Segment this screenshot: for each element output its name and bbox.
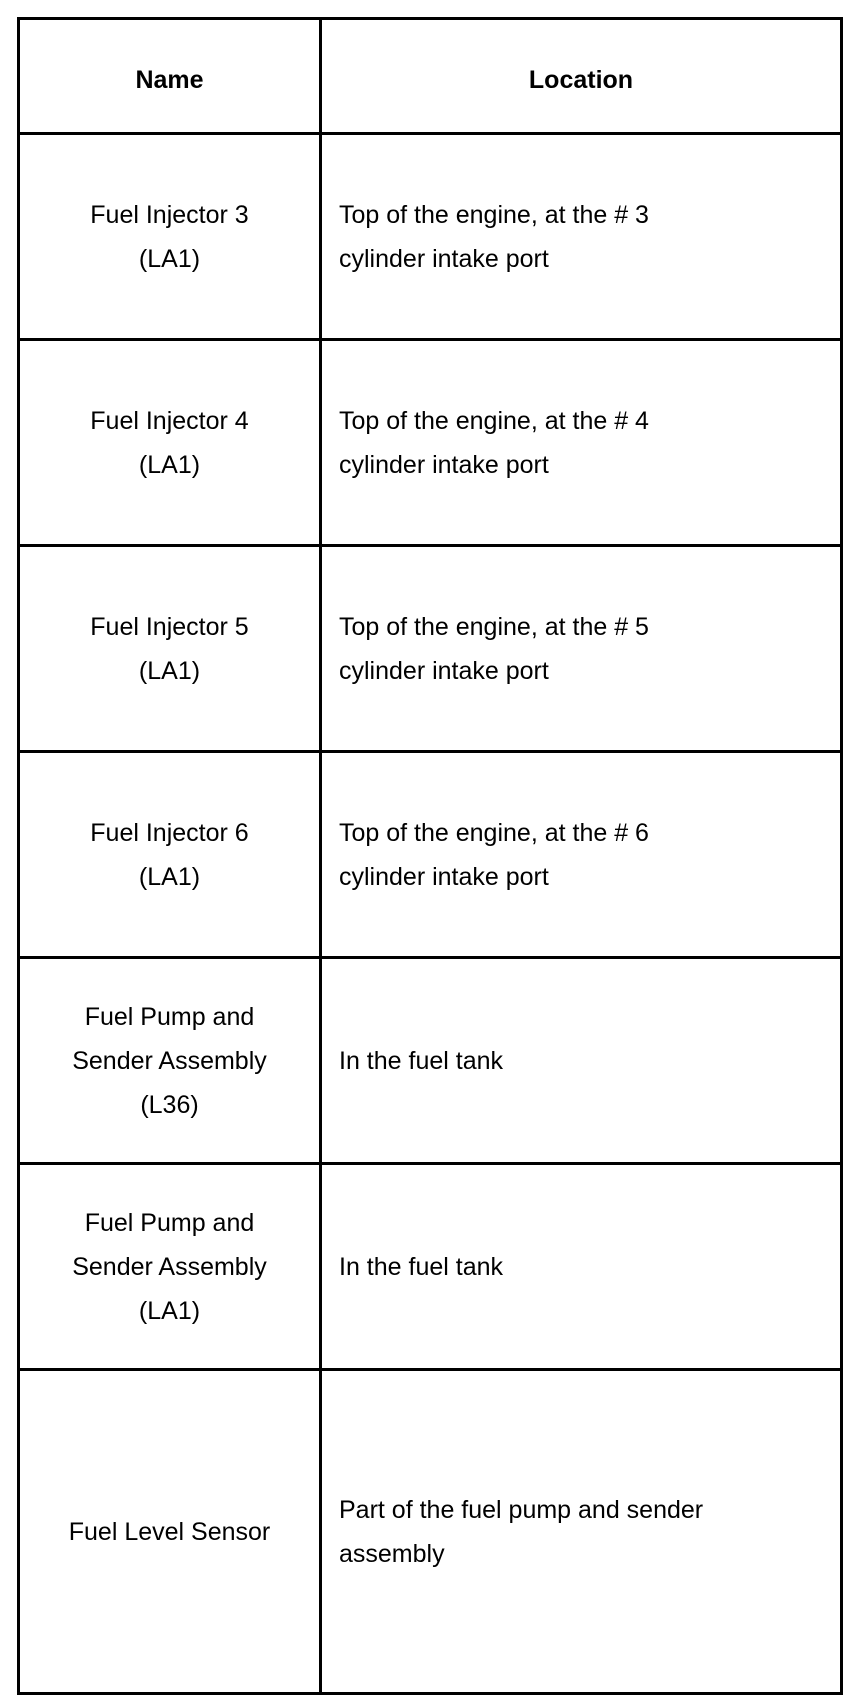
component-location-cell <box>321 958 842 1164</box>
component-location-table <box>17 17 843 1695</box>
component-name-line: Fuel Pump and <box>84 1208 255 1237</box>
component-name-line: Fuel Pump and <box>84 1002 255 1031</box>
table-row <box>19 958 842 1164</box>
column-header-location: Location <box>321 19 842 134</box>
component-location-cell <box>321 1370 842 1694</box>
table-row <box>19 340 842 546</box>
component-name-cell <box>19 546 321 752</box>
component-location-line: cylinder intake port <box>339 656 549 685</box>
component-location-line: cylinder intake port <box>339 244 549 273</box>
component-name-line: Fuel Injector 4 <box>90 406 249 435</box>
component-location-line: In the fuel tank <box>339 1252 504 1281</box>
component-name-line: Fuel Injector 3 <box>90 200 249 229</box>
component-name-line: Fuel Injector 5 <box>90 612 249 641</box>
component-location-cell <box>321 134 842 340</box>
component-name-line: (LA1) <box>138 450 201 479</box>
component-name-cell <box>19 1370 321 1694</box>
component-name-line: Sender Assembly <box>72 1252 267 1281</box>
table-header <box>19 19 842 134</box>
component-location-line: Part of the fuel pump and sender <box>339 1495 704 1524</box>
component-location-cell <box>321 340 842 546</box>
component-name-line: (L36) <box>140 1090 199 1119</box>
component-name-cell <box>19 340 321 546</box>
component-location-line: Top of the engine, at the # 3 <box>339 200 649 229</box>
table-row <box>19 546 842 752</box>
component-name-line: (LA1) <box>138 656 201 685</box>
table-row <box>19 1164 842 1370</box>
component-location-line: Top of the engine, at the # 4 <box>339 406 649 435</box>
component-name-line: Fuel Level Sensor <box>68 1517 271 1546</box>
component-location-cell <box>321 1164 842 1370</box>
component-location-line: Top of the engine, at the # 6 <box>339 818 649 847</box>
table-row <box>19 1370 842 1694</box>
component-location-line: Top of the engine, at the # 5 <box>339 612 649 641</box>
component-location-line: In the fuel tank <box>339 1046 504 1075</box>
column-header-name: Name <box>19 19 321 134</box>
component-location-cell <box>321 752 842 958</box>
component-location-line: assembly <box>339 1539 445 1568</box>
component-name-line: (LA1) <box>138 862 201 891</box>
table-body <box>19 134 842 1694</box>
component-name-line: Fuel Injector 6 <box>90 818 249 847</box>
component-location-cell <box>321 546 842 752</box>
header-row <box>19 19 842 134</box>
component-name-line: (LA1) <box>138 1296 201 1325</box>
table-row <box>19 752 842 958</box>
component-name-line: Sender Assembly <box>72 1046 267 1075</box>
component-name-cell <box>19 752 321 958</box>
component-location-line: cylinder intake port <box>339 862 549 891</box>
component-name-line: (LA1) <box>138 244 201 273</box>
table-row <box>19 134 842 340</box>
component-name-cell <box>19 1164 321 1370</box>
component-location-line: cylinder intake port <box>339 450 549 479</box>
component-name-cell <box>19 958 321 1164</box>
component-name-cell <box>19 134 321 340</box>
